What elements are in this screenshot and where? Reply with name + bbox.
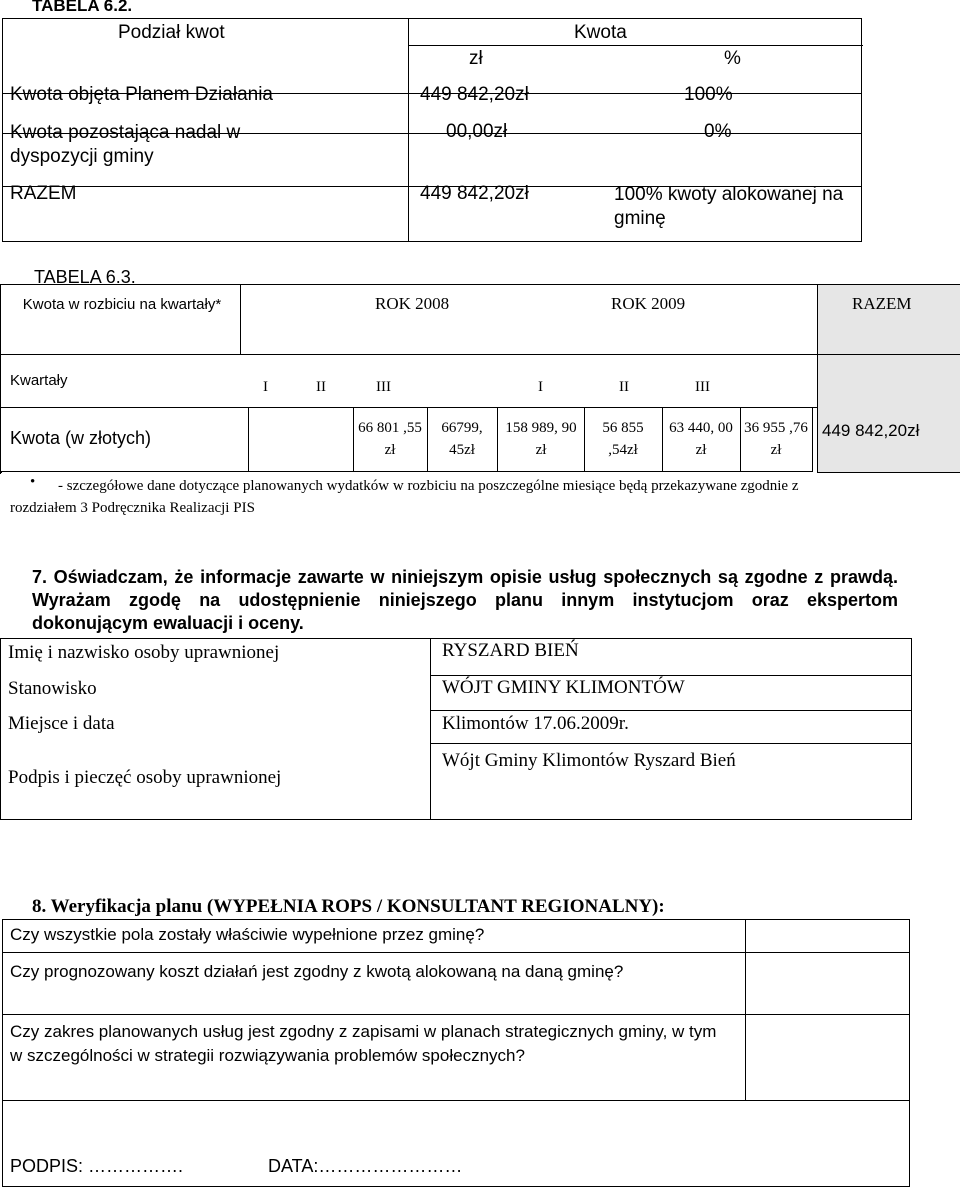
table62-header-right: Kwota [574,22,627,43]
table63-rok2008: ROK 2008 [375,294,450,313]
section7-value-place-date: Klimontów 17.06.2009r. [442,713,629,734]
section8-podpis: PODPIS: ……………. [10,1156,184,1176]
table63-value-2: 66799, 45zł [441,420,483,458]
table62-row3-label: RAZEM [10,183,77,204]
table62-caption: TABELA 6.2. [32,0,133,15]
section7-value-name: RYSZARD BIEŃ [442,640,579,661]
table63-value-6: 36 955 ,76 zł [744,420,808,458]
section8-data: DATA:…………………… [268,1156,463,1176]
table62-row2-pct: 0% [704,121,732,142]
table63-quarter-2: II [316,379,326,395]
section7-label-place-date: Miejsce i data [8,713,115,734]
table62-row3-pct: 100% kwoty alokowanej na gminę [614,184,844,229]
section8-heading: 8. Weryfikacja planu (WYPEŁNIA ROPS / KONSULTANT REGIONALNY): [32,896,665,917]
table62-header-left: Podział kwot [118,22,225,43]
table63-quarter-6: III [695,379,710,395]
table63-kwota-label: Kwota (w złotych) [10,428,152,448]
section7-label-name: Imię i nazwisko osoby uprawnionej [8,642,280,663]
table63-value-4: 56 855 ,54zł [602,420,644,458]
table63-caption: TABELA 6.3. [34,267,136,287]
section7-value-signature: Wójt Gminy Klimontów Ryszard Bień [442,750,736,771]
section8-question-2: Czy prognozowany koszt działań jest zgodny z kwotą alokowaną na daną gminę? [10,962,624,981]
section7-label-position: Stanowisko [8,678,97,699]
table63-note: - szczegółowe dane dotyczące planowanych wydatków w rozbiciu na poszczególne miesiące będą przekazywane zgodnie z rozdziałem 3 Podręcznika Realizacji PIS [10,478,799,516]
section7-statement: 7. Oświadczam, że informacje zawarte w niniejszym opisie usług społecznych są zgodne z prawdą. Wyrażam zgodę na udostępnienie niniejszego planu innym instytucjom oraz ekspertom dokonującym ewaluacji i oceny. [32,567,898,633]
table63-razem: RAZEM [852,294,912,313]
section8-question-3: Czy zakres planowanych usług jest zgodny z zapisami w planach strategicznych gminy, w tym w szczególności w strategii rozwiązywania problemów społecznych? [10,1022,717,1065]
table62-sub-zl: zł [469,48,483,69]
table63-quarter-1: I [263,379,268,395]
table63-bullet: • [30,474,36,490]
table62-row2-label: Kwota pozostająca nadal w dyspozycji gminy [10,122,241,167]
table62-row1-label: Kwota objęta Planem Działania [10,84,273,105]
section8-question-1: Czy wszystkie pola zostały właściwie wypełnione przez gminę? [10,925,485,944]
table63-value-3: 158 989, 90 zł [505,420,577,458]
section7-value-position: WÓJT GMINY KLIMONTÓW [442,677,685,698]
table63-header-left: Kwota w rozbiciu na kwartały* [22,296,222,313]
table63-quarter-5: II [619,379,629,395]
table63-kwartaly-label: Kwartały [10,372,68,389]
table63-quarter-4: I [538,379,543,395]
table63-rok2009: ROK 2009 [611,294,686,313]
table62-row2-zl: 00,00zł [446,121,508,142]
table62-row3-zl: 449 842,20zł [420,183,529,204]
table62-row1-zl: 449 842,20zł [420,84,529,105]
table63-value-1: 66 801 ,55 zł [358,420,422,458]
table63-quarter-3: III [376,379,391,395]
table63-total: 449 842,20zł [822,421,920,440]
section7-label-signature: Podpis i pieczęć osoby uprawnionej [8,767,282,788]
table63-value-5: 63 440, 00 zł [669,420,733,458]
table62-row1-pct: 100% [684,84,733,105]
table62-sub-pct: % [724,48,741,69]
